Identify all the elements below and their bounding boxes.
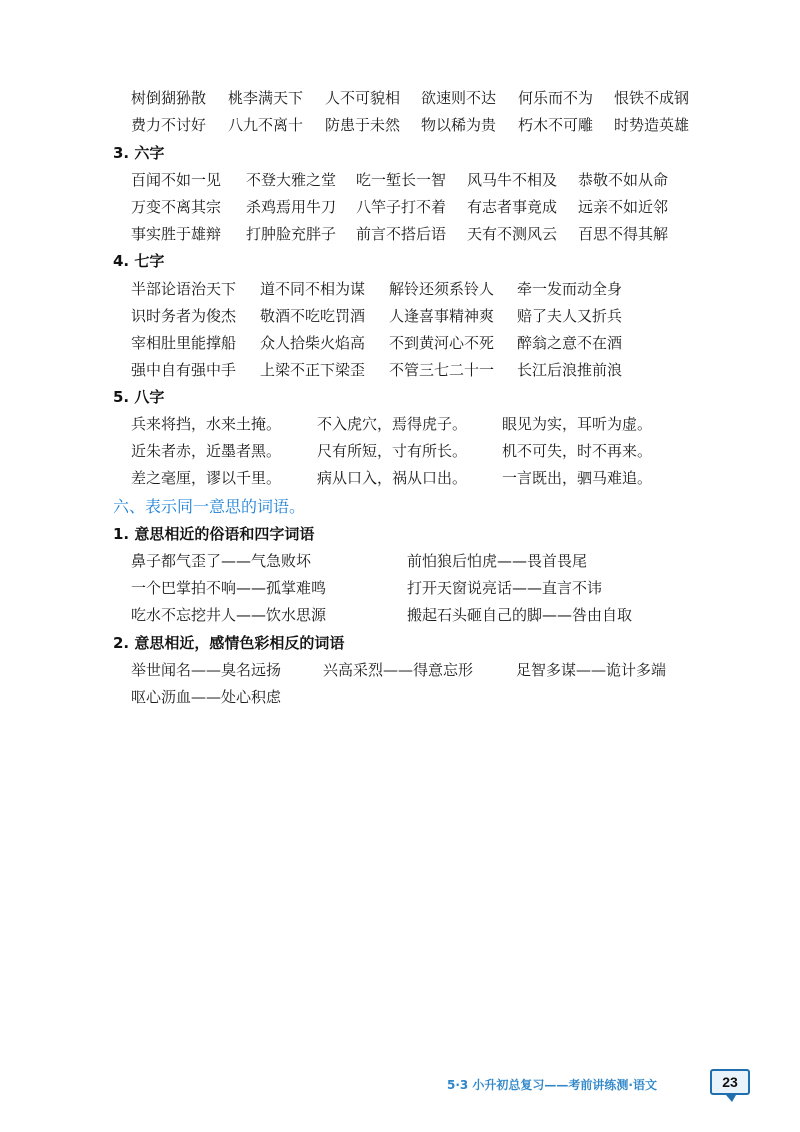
idiom: 百思不得其解 — [578, 225, 669, 243]
footer-book-title: 5·3 小升初总复习——考前讲练测·语文 — [447, 1078, 657, 1092]
idiom: 机不可失，时不再来。 — [502, 442, 653, 460]
idiom: 道不同不相为谋 — [260, 280, 366, 298]
idiom: 恨铁不成钢 — [614, 89, 690, 107]
idiom: 打肿脸充胖子 — [246, 225, 337, 243]
page-number-badge — [710, 1069, 750, 1095]
idiom-row — [0, 330, 800, 356]
idiom: 醉翁之意不在酒 — [517, 334, 623, 352]
idiom: 众人拾柴火焰高 — [260, 334, 366, 352]
idiom-row — [0, 411, 800, 437]
idiom-row — [0, 85, 800, 111]
page-number: 23 — [722, 1074, 738, 1090]
idiom: 百闻不如一见 — [131, 171, 222, 189]
idiom-row — [0, 357, 800, 383]
pair-row — [0, 575, 800, 601]
section-title-same-meaning: 六、表示同一意思的词语。 — [113, 497, 306, 516]
idiom: 长江后浪推前浪 — [517, 361, 623, 379]
idiom: 解铃还须系铃人 — [389, 280, 495, 298]
idiom: 事实胜于雄辩 — [131, 225, 222, 243]
idiom-row — [0, 112, 800, 138]
idiom: 万变不离其宗 — [131, 198, 222, 216]
idiom: 吃一堑长一智 — [356, 171, 447, 189]
idiom: 何乐而不为 — [518, 89, 594, 107]
idiom: 赔了夫人又折兵 — [517, 307, 623, 325]
phrase-pair: 举世闻名——臭名远扬 — [131, 661, 282, 679]
idiom: 敬酒不吃吃罚酒 — [260, 307, 366, 325]
idiom: 强中自有强中手 — [131, 361, 237, 379]
idiom: 近朱者赤，近墨者黑。 — [131, 442, 282, 460]
idiom: 朽木不可雕 — [518, 116, 594, 134]
section-heading-eight-char: 5. 八字 — [113, 388, 165, 406]
idiom: 兵来将挡，水来土掩。 — [131, 415, 282, 433]
idiom: 费力不讨好 — [131, 116, 207, 134]
idiom: 有志者事竟成 — [467, 198, 558, 216]
idiom: 欲速则不达 — [421, 89, 497, 107]
idiom: 差之毫厘，谬以千里。 — [131, 469, 282, 487]
phrase-pair: 前怕狼后怕虎——畏首畏尾 — [407, 552, 588, 570]
idiom: 时势造英雄 — [614, 116, 690, 134]
idiom: 远亲不如近邻 — [578, 198, 669, 216]
idiom-row — [0, 303, 800, 329]
idiom: 杀鸡焉用牛刀 — [246, 198, 337, 216]
idiom: 风马牛不相及 — [467, 171, 558, 189]
pair-row — [0, 548, 800, 574]
idiom-row — [0, 194, 800, 220]
phrase-pair: 呕心沥血——处心积虑 — [131, 688, 282, 706]
idiom: 树倒猢狲散 — [131, 89, 207, 107]
pair-row — [0, 684, 800, 710]
idiom: 不到黄河心不死 — [389, 334, 495, 352]
pair-row — [0, 602, 800, 628]
idiom: 上梁不正下梁歪 — [260, 361, 366, 379]
idiom: 八竿子打不着 — [356, 198, 447, 216]
idiom: 识时务者为俊杰 — [131, 307, 237, 325]
subsection-heading-similar: 1. 意思相近的俗语和四字词语 — [113, 525, 315, 543]
phrase-pair: 鼻子都气歪了——气急败坏 — [131, 552, 312, 570]
idiom: 恭敬不如从命 — [578, 171, 669, 189]
idiom: 尺有所短，寸有所长。 — [317, 442, 468, 460]
phrase-pair: 搬起石头砸自己的脚——咎由自取 — [407, 606, 633, 624]
idiom: 不登大雅之堂 — [246, 171, 337, 189]
idiom: 不入虎穴，焉得虎子。 — [317, 415, 468, 433]
idiom-row — [0, 438, 800, 464]
idiom-row — [0, 276, 800, 302]
idiom: 半部论语治天下 — [131, 280, 237, 298]
idiom-row — [0, 221, 800, 247]
section-heading-six-char: 3. 六字 — [113, 144, 165, 162]
phrase-pair: 打开天窗说亮话——直言不讳 — [407, 579, 603, 597]
phrase-pair: 兴高采烈——得意忘形 — [323, 661, 474, 679]
pair-row — [0, 657, 800, 683]
idiom-row — [0, 465, 800, 491]
subsection-heading-opposite-emotion: 2. 意思相近，感情色彩相反的词语 — [113, 634, 345, 652]
idiom: 物以稀为贵 — [421, 116, 497, 134]
idiom: 眼见为实，耳听为虚。 — [502, 415, 653, 433]
idiom: 桃李满天下 — [228, 89, 304, 107]
idiom: 宰相肚里能撑船 — [131, 334, 237, 352]
idiom: 八九不离十 — [228, 116, 304, 134]
phrase-pair: 一个巴掌拍不响——孤掌难鸣 — [131, 579, 327, 597]
idiom: 人不可貌相 — [325, 89, 401, 107]
idiom: 天有不测风云 — [467, 225, 558, 243]
idiom: 不管三七二十一 — [389, 361, 495, 379]
phrase-pair: 足智多谋——诡计多端 — [516, 661, 667, 679]
section-heading-seven-char: 4. 七字 — [113, 252, 165, 270]
idiom: 防患于未然 — [325, 116, 401, 134]
idiom: 病从口入，祸从口出。 — [317, 469, 468, 487]
page-badge-tab-icon — [726, 1095, 736, 1102]
idiom: 牵一发而动全身 — [517, 280, 623, 298]
idiom: 一言既出，驷马难追。 — [502, 469, 653, 487]
idiom-row — [0, 167, 800, 193]
idiom: 人逢喜事精神爽 — [389, 307, 495, 325]
phrase-pair: 吃水不忘挖井人——饮水思源 — [131, 606, 327, 624]
idiom: 前言不搭后语 — [356, 225, 447, 243]
